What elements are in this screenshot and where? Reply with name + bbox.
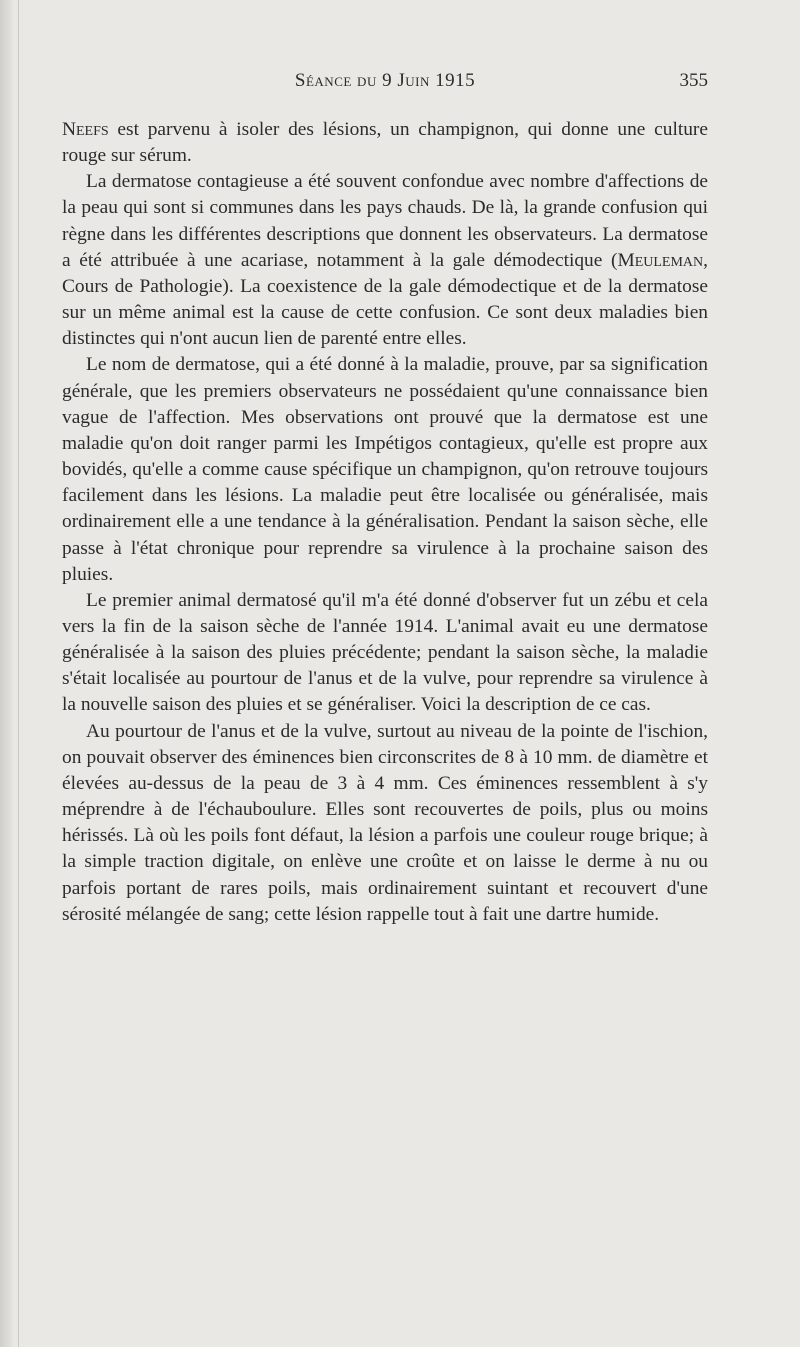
paragraph-2-text-after: , Cours de Pathologie). La coexistence de la gale démodectique et de la dermatose sur un même animal est la cause de cette confusion. Ce sont deux maladies bien distinctes qui n'ont aucun lien de parenté entre elles.: [62, 249, 708, 350]
author-name-meuleman: Meuleman: [617, 249, 704, 271]
author-name-neefs: Neefs: [62, 119, 109, 140]
page-number: 355: [679, 70, 708, 91]
paragraph-2-text-before: La dermatose contagieuse a été souvent confondue avec nombre d'affections de la peau qui sont si communes dans les pays chauds. De là, la grande confusion qui règne dans les différentes descriptions que donnent les observateurs. La dermatose a été attribuée à une acariase, notamment à la gale démodectique (: [62, 171, 708, 271]
running-title: Séance du 9 Juin 1915: [294, 70, 476, 91]
paragraph-4: Le premier animal dermatosé qu'il m'a été donné d'observer fut un zébu et cela vers la fin de la saison sèche de l'année 1914. L'animal avait eu une dermatose généralisée à la saison des pluies précédente; pendant la saison sèche, la maladie s'était localisée au pourtour de l'anus et de la vulve, pour reprendre sa virulence à la nouvelle saison des pluies et se généraliser. Voici la description de ce cas.: [62, 589, 708, 716]
paragraph-1: [62, 117, 708, 169]
page-binding-line: [18, 0, 19, 1347]
running-header: [62, 70, 708, 100]
paragraph-3: Le nom de dermatose, qui a été donné à la maladie, prouve, par sa signification générale, que les premiers observateurs ne possédaient qu'une connaissance bien vague de l'affection. Mes observations ont prouvé que la dermatose est une maladie qu'on doit ranger parmi les Impétigos contagieux, qu'elle est propre aux bovidés, qu'elle a comme cause spécifique un champignon, qu'on retrouve toujours facilement dans les lésions. La maladie peut être localisée ou généralisée, mais ordinairement elle a une tendance à la généralisation. Pendant la saison sèche, elle passe à l'état chronique pour reprendre sa virulence à la prochaine saison des pluies.: [62, 354, 708, 585]
body-text: [62, 117, 708, 928]
paragraph-5: Au pourtour de l'anus et de la vulve, surtout au niveau de la pointe de l'ischion, on pouvait observer des éminences bien circonscrites de 8 à 10 mm. de diamètre et élevées au-dessus de la peau de 3 à 4 mm. Ces éminences ressemblent à s'y méprendre à de l'échauboulure. Elles sont recouvertes de poils, plus ou moins hérissés. Là où les poils font défaut, la lésion a parfois une couleur rouge brique; à la simple traction digitale, on enlève une croûte et on laisse le derme à nu ou parfois portant de rares poils, mais ordinairement suintant et recouvert d'une sérosité mélangée de sang; cette lésion rappelle tout à fait une dartre humide.: [62, 720, 708, 925]
paragraph-1-text: est parvenu à isoler des lésions, un champignon, qui donne une culture rouge sur sérum.: [62, 119, 708, 167]
paragraph-2: [62, 169, 708, 352]
page-binding-edge: [0, 0, 14, 1347]
